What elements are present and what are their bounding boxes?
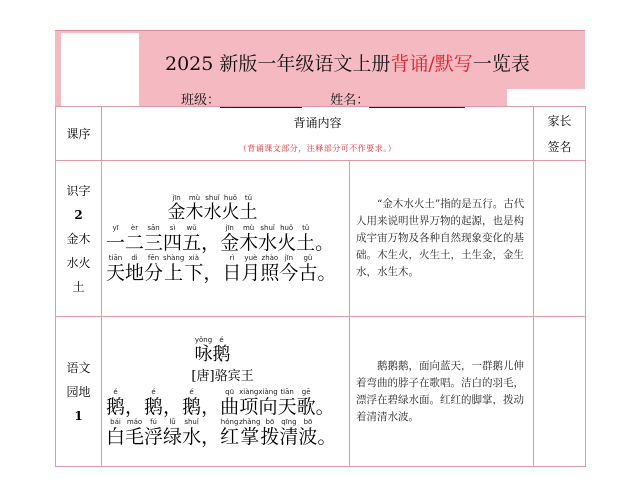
hanzi: 上	[164, 261, 184, 284]
ruby-char	[279, 254, 298, 284]
ruby-char	[298, 418, 317, 448]
poem-line	[106, 254, 349, 284]
ruby-char	[106, 224, 125, 254]
ruby-char	[144, 254, 163, 284]
course-cell	[56, 161, 102, 317]
ruby-char	[182, 418, 201, 448]
sign-header-line2: 签名	[547, 139, 572, 154]
pinyin: é	[113, 387, 118, 396]
pinyin: èr	[130, 223, 139, 232]
hanzi: 鹅	[212, 343, 231, 365]
content-header-label: 背诵内容	[293, 115, 342, 130]
ruby-char	[297, 388, 316, 418]
pinyin: xià	[188, 253, 200, 262]
annotation-cell	[350, 317, 534, 467]
pinyin: shuǐ	[260, 223, 275, 232]
ruby-char	[316, 388, 335, 418]
pinyin: jīn	[284, 253, 294, 262]
ruby-char	[296, 224, 315, 254]
hanzi: 向	[258, 395, 278, 418]
pinyin: tiān	[280, 387, 294, 396]
pinyin: gē	[301, 387, 311, 396]
hanzi: ，	[201, 425, 221, 448]
pinyin: huǒ	[223, 193, 238, 202]
ruby-char	[106, 388, 125, 418]
hanzi: 日	[222, 261, 242, 284]
ruby-char	[213, 336, 231, 366]
ruby-char	[144, 224, 163, 254]
ruby-char	[239, 388, 258, 418]
hanzi: 照	[260, 261, 280, 284]
hanzi: 月	[241, 261, 261, 284]
hanzi: ，	[201, 231, 221, 254]
pinyin: é	[189, 387, 194, 396]
ruby-char	[239, 224, 258, 254]
hanzi: 天	[277, 395, 297, 418]
ruby-char	[279, 418, 298, 448]
course-line: 水火	[66, 255, 91, 270]
ruby-char	[317, 418, 336, 448]
ruby-char	[168, 194, 186, 224]
pinyin	[201, 388, 220, 396]
hanzi: 项	[239, 395, 259, 418]
title-main: 2025 新版一年级语文上册	[165, 53, 391, 75]
hanzi: 二	[125, 231, 145, 254]
hanzi: 白	[106, 425, 126, 448]
ruby-char	[106, 254, 125, 284]
hanzi: 古	[298, 261, 318, 284]
hanzi: 鹅	[182, 395, 202, 418]
pinyin: tǔ	[244, 193, 253, 202]
hanzi: 分	[144, 261, 164, 284]
hanzi: 地	[125, 261, 145, 284]
ruby-char	[201, 388, 220, 418]
table-header-row	[56, 107, 586, 161]
hanzi: 掌	[240, 425, 260, 448]
ruby-char	[125, 254, 144, 284]
pinyin	[315, 224, 334, 232]
ruby-char	[315, 224, 334, 254]
hanzi: 土	[296, 231, 316, 254]
hanzi: 火	[221, 201, 240, 223]
hanzi: 曲	[220, 395, 240, 418]
content-header-note: （背诵课文部分，注释部分可不作要求。）	[238, 143, 397, 153]
pinyin: yī	[112, 223, 119, 232]
pinyin	[317, 418, 336, 426]
ruby-char	[222, 254, 241, 284]
course-line: 2	[74, 207, 83, 222]
pinyin	[163, 388, 182, 396]
annotation-text: “金木水火土”指的是五行。古代人用来说明世界万物的起源，也是构成宇宙万物及各种自然现象变化的基础。木生火，火生土，土生金，金生水，水生木。	[356, 198, 525, 278]
annotation-cell	[350, 161, 534, 317]
ruby-char	[125, 418, 144, 448]
pinyin: huǒ	[280, 223, 294, 232]
ruby-char	[182, 388, 201, 418]
hanzi: 火	[277, 231, 297, 254]
hanzi: 波	[298, 425, 318, 448]
pinyin	[201, 224, 220, 232]
ruby-char	[144, 418, 163, 448]
ruby-char	[163, 388, 182, 418]
pinyin: dì	[131, 253, 138, 262]
annotation-text: 鹅鹅鹅，面向蓝天，一群鹅儿伸着弯曲的脖子在歌唱。洁白的羽毛，漂浮在碧绿水面。红红的脚掌，拨动着清清水波。	[356, 359, 524, 423]
pinyin: fú	[150, 417, 157, 426]
pinyin: máo	[126, 417, 143, 426]
title-highlight: 背诵/默写	[390, 53, 473, 75]
ruby-char	[125, 388, 144, 418]
pinyin	[203, 254, 222, 262]
hanzi: 毛	[125, 425, 145, 448]
signature-cell[interactable]	[534, 161, 586, 317]
hanzi: 木	[185, 201, 204, 223]
ruby-char	[203, 254, 222, 284]
hanzi: 。	[317, 425, 337, 448]
hanzi: 。	[315, 395, 335, 418]
hanzi: 浮	[144, 425, 164, 448]
name-label: 姓名：	[330, 93, 370, 108]
ruby-char	[260, 418, 279, 448]
ruby-char	[222, 194, 240, 224]
pinyin: qū	[225, 387, 235, 396]
ruby-char	[201, 418, 220, 448]
worksheet-page	[55, 30, 585, 490]
pinyin: shàng	[163, 253, 185, 262]
pinyin: é	[151, 387, 156, 396]
hanzi: 三	[144, 231, 164, 254]
recitation-table	[55, 106, 586, 467]
table-row	[56, 317, 586, 467]
pinyin: qīng	[281, 417, 297, 426]
hanzi: 拨	[260, 425, 280, 448]
class-label: 班级：	[181, 93, 221, 108]
poem-cell	[102, 317, 350, 467]
hanzi: 下	[184, 261, 204, 284]
poem-line	[106, 388, 349, 418]
ruby-char	[239, 418, 260, 448]
hanzi: 绿	[163, 425, 183, 448]
ruby-char	[220, 388, 239, 418]
hanzi: 清	[279, 425, 299, 448]
pinyin	[316, 388, 335, 396]
pinyin: xiàng	[258, 387, 278, 396]
hanzi: 鹅	[106, 395, 126, 418]
ruby-char	[240, 194, 258, 224]
hanzi: 五	[182, 231, 202, 254]
course-line: 1	[74, 408, 83, 423]
hanzi: 水	[203, 201, 222, 223]
ruby-char	[278, 388, 297, 418]
ruby-char	[163, 224, 182, 254]
ruby-char	[317, 254, 336, 284]
ruby-char	[201, 224, 220, 254]
course-line: 园地	[66, 384, 91, 399]
pinyin: yǒng	[194, 335, 213, 344]
ruby-char	[163, 254, 184, 284]
hanzi: 木	[239, 231, 259, 254]
pinyin: mù	[242, 223, 255, 232]
poem-title	[76, 194, 349, 224]
pinyin: jīn	[172, 193, 181, 202]
ruby-char	[144, 388, 163, 418]
pinyin: gǔ	[303, 253, 313, 262]
pinyin	[125, 388, 144, 396]
hanzi: 咏	[194, 343, 213, 365]
hanzi: 天	[106, 261, 126, 284]
pinyin: xiàng	[239, 387, 259, 396]
hanzi: 水	[182, 425, 202, 448]
sign-header	[534, 107, 586, 161]
ruby-char	[195, 336, 213, 366]
pinyin: tiān	[108, 253, 123, 262]
pinyin: é	[219, 335, 224, 344]
student-info	[181, 89, 465, 107]
course-line: 语文	[66, 360, 91, 375]
ruby-char	[106, 418, 125, 448]
ruby-char	[204, 194, 222, 224]
pinyin: shuǐ	[184, 417, 199, 426]
pinyin: rì	[229, 253, 235, 262]
hanzi: 歌	[296, 395, 316, 418]
poem-author: [唐]骆宾王	[191, 368, 254, 384]
pinyin: wǔ	[186, 223, 197, 232]
title-end: 一览表	[472, 53, 530, 75]
ruby-char	[184, 254, 203, 284]
pinyin: mù	[188, 193, 201, 202]
pinyin: tǔ	[302, 223, 310, 232]
course-line: 土	[72, 279, 85, 294]
signature-cell[interactable]	[534, 317, 586, 467]
hanzi: 金	[220, 231, 240, 254]
hanzi: 今	[279, 261, 299, 284]
hanzi: 金	[167, 201, 186, 223]
pinyin: zhào	[261, 253, 279, 262]
hanzi: 。	[315, 231, 335, 254]
ruby-char	[258, 388, 277, 418]
pinyin	[317, 254, 336, 262]
ruby-char	[186, 194, 204, 224]
hanzi: ，	[125, 395, 145, 418]
pinyin	[201, 418, 220, 426]
sign-header-line1: 家长	[547, 113, 572, 128]
ruby-char	[220, 418, 239, 448]
pinyin: fēn	[147, 253, 160, 262]
header-banner	[55, 30, 585, 107]
poem-line	[106, 224, 349, 254]
hanzi: 。	[317, 261, 337, 284]
pinyin: bō	[303, 417, 313, 426]
content-header	[102, 107, 534, 161]
hanzi: 一	[106, 231, 126, 254]
blank-box	[507, 89, 585, 107]
hanzi: 土	[239, 201, 258, 223]
ruby-char	[163, 418, 182, 448]
ruby-char	[220, 224, 239, 254]
ruby-char	[241, 254, 260, 284]
ruby-char	[260, 254, 279, 284]
pinyin: lǜ	[169, 417, 176, 426]
ruby-char	[298, 254, 317, 284]
table-row	[56, 161, 586, 317]
pinyin: shuǐ	[205, 193, 220, 202]
ruby-char	[182, 224, 201, 254]
ruby-char	[125, 224, 144, 254]
poem-line	[106, 418, 349, 448]
pinyin: jīn	[225, 223, 234, 232]
hanzi: 四	[163, 231, 183, 254]
hanzi: 鹅	[144, 395, 164, 418]
poem-title	[76, 336, 349, 366]
page-title	[165, 49, 565, 76]
pinyin: sì	[169, 223, 176, 232]
hanzi: ，	[201, 395, 221, 418]
hanzi: 红	[220, 425, 240, 448]
course-line: 金木	[66, 231, 91, 246]
logo-placeholder	[61, 33, 139, 107]
pinyin: sān	[147, 223, 160, 232]
pinyin: hóng	[220, 417, 239, 426]
ruby-char	[277, 224, 296, 254]
course-line: 识字	[66, 183, 91, 198]
hanzi: ，	[163, 395, 183, 418]
course-header: 课序	[56, 107, 102, 161]
hanzi: 水	[258, 231, 278, 254]
pinyin: bái	[110, 417, 121, 426]
hanzi: ，	[203, 261, 223, 284]
pinyin: bō	[265, 417, 275, 426]
pinyin: yuè	[244, 253, 258, 262]
pinyin: zhǎng	[239, 417, 261, 426]
ruby-char	[258, 224, 277, 254]
poem-cell	[102, 161, 350, 317]
